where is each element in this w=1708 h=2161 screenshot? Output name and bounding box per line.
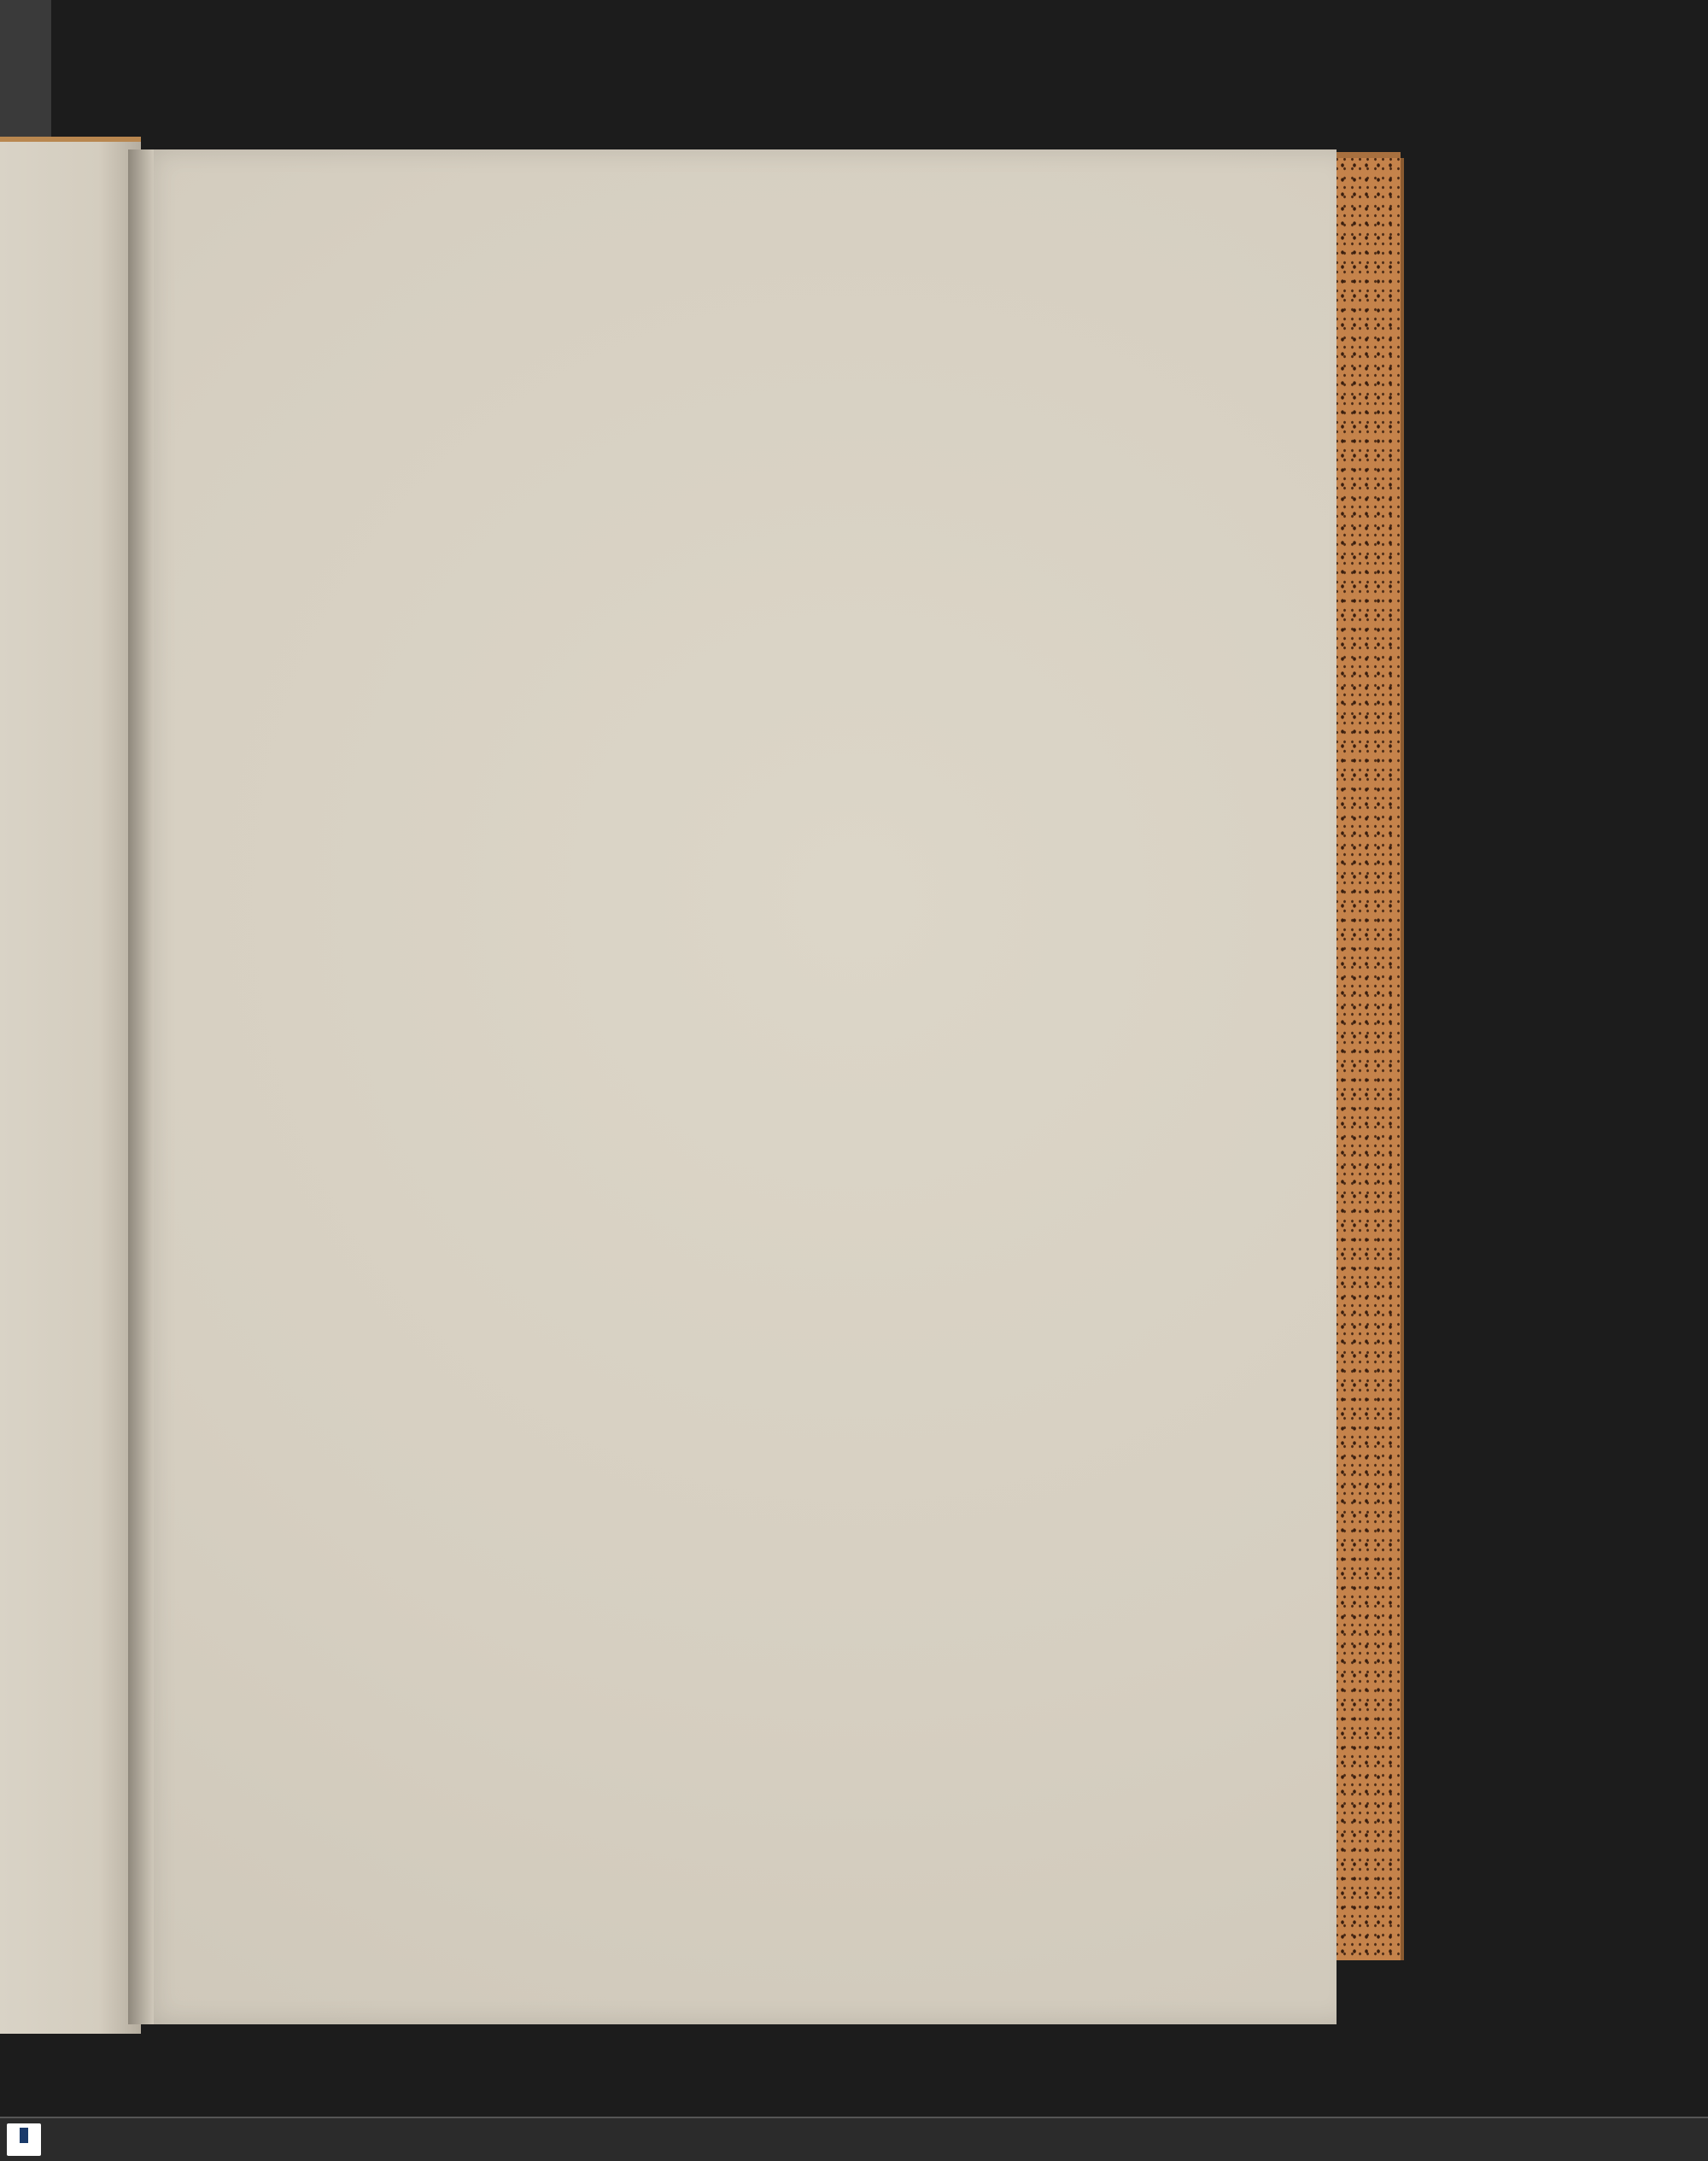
institution-logo-icon	[7, 2123, 41, 2156]
left-facing-page	[0, 137, 141, 2034]
book-page	[137, 149, 1337, 2024]
scan-background	[0, 0, 51, 145]
page-gutter	[128, 149, 154, 2024]
book-fore-edge	[1337, 158, 1404, 1960]
footer-bar	[0, 2117, 1708, 2161]
